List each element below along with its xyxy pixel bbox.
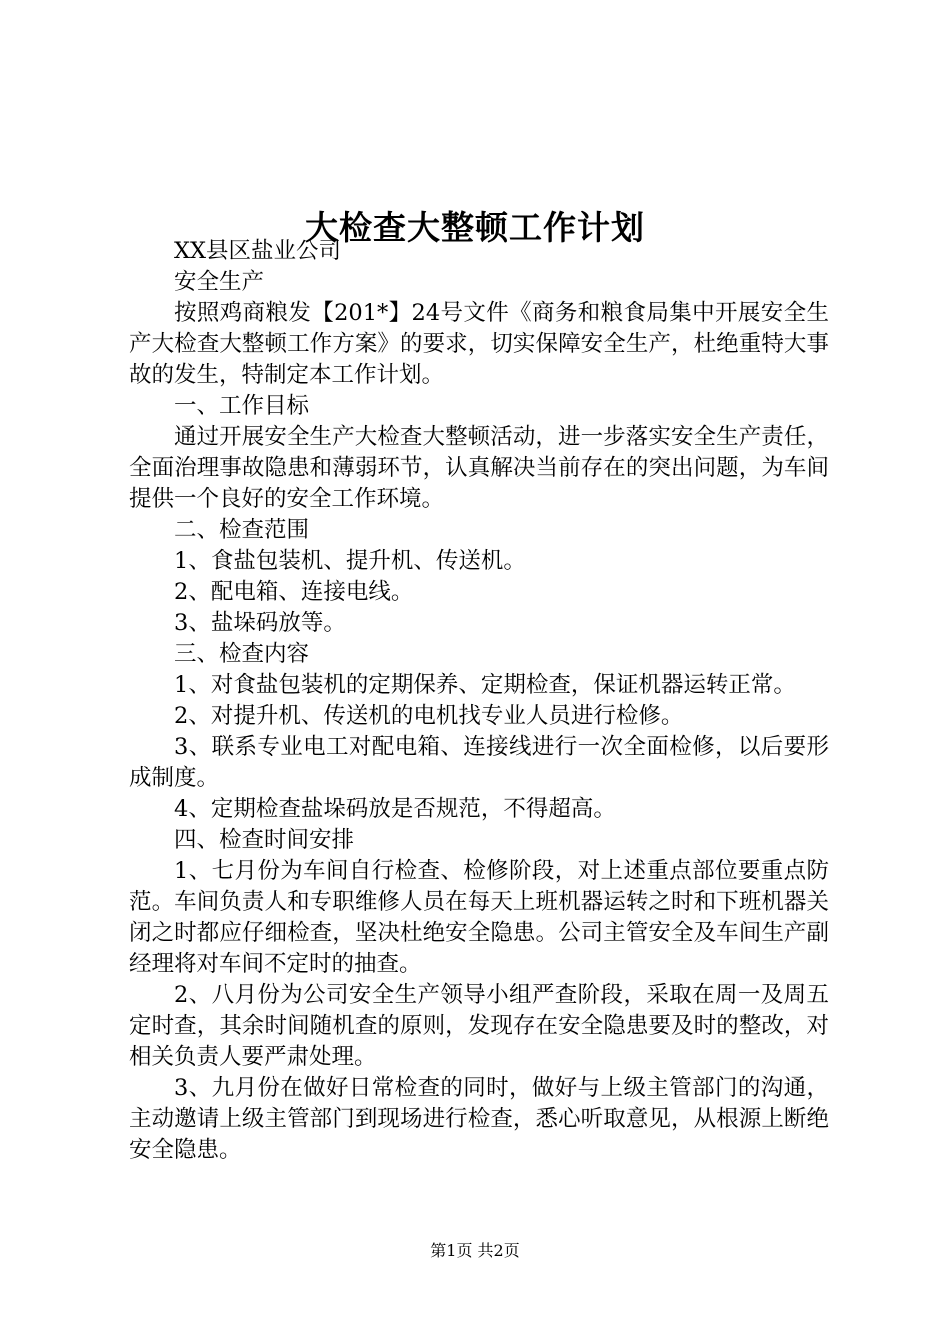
org-name: XX县区盐业公司 (174, 238, 342, 264)
content-item: 1、对食盐包装机的定期保养、定期检查，保证机器运转正常。 (174, 672, 796, 698)
schedule-item: 1、七月份为车间自行检查、检修阶段，对上述重点部位要重点防范。车间负责人和专职维修人员在每天上班机器运转之时和下班机器关闭之时都应仔细检查，坚决杜绝安全隐患。公司主管安全及车间生产副经理将对车间不定时的抽查。 (129, 858, 829, 977)
content-item: 4、定期检查盐垛码放是否规范，不得超高。 (174, 796, 616, 822)
document-body (129, 236, 829, 1166)
scope-item: 1、食盐包装机、提升机、传送机。 (174, 548, 526, 574)
content-item: 3、联系专业电工对配电箱、连接线进行一次全面检修，以后要形成制度。 (129, 734, 829, 791)
goal-paragraph: 通过开展安全生产大检查大整顿活动，进一步落实安全生产责任，全面治理事故隐患和薄弱环节，认真解决当前存在的突出问题，为车间提供一个良好的安全工作环境。 (129, 424, 829, 512)
scope-item: 2、配电箱、连接电线。 (174, 579, 414, 605)
section-heading-content: 三、检查内容 (174, 641, 310, 667)
section-heading-schedule: 四、检查时间安排 (174, 827, 355, 853)
document-title: 大检查大整顿工作计划 (305, 208, 645, 248)
section-heading-scope: 二、检查范围 (174, 517, 310, 543)
intro-paragraph: 按照鸡商粮发【201*】24号文件《商务和粮食局集中开展安全生产大检查大整顿工作方案》的要求，切实保障安全生产，杜绝重特大事故的发生，特制定本工作计划。 (129, 300, 829, 388)
scope-item: 3、盐垛码放等。 (174, 610, 346, 636)
schedule-item: 2、八月份为公司安全生产领导小组严查阶段，采取在周一及周五定时查，其余时间随机查的原则，发现存在安全隐患要及时的整改，对相关负责人要严肃处理。 (129, 982, 829, 1070)
schedule-item: 3、九月份在做好日常检查的同时，做好与上级主管部门的沟通，主动邀请上级主管部门到现场进行检查，悉心听取意见，从根源上断绝安全隐患。 (129, 1075, 829, 1163)
content-item: 2、对提升机、传送机的电机找专业人员进行检修。 (174, 703, 684, 729)
page-indicator: 第1页 共2页 (430, 1241, 520, 1260)
section-heading-goal: 一、工作目标 (174, 393, 310, 419)
subject-line: 安全生产 (174, 269, 265, 295)
